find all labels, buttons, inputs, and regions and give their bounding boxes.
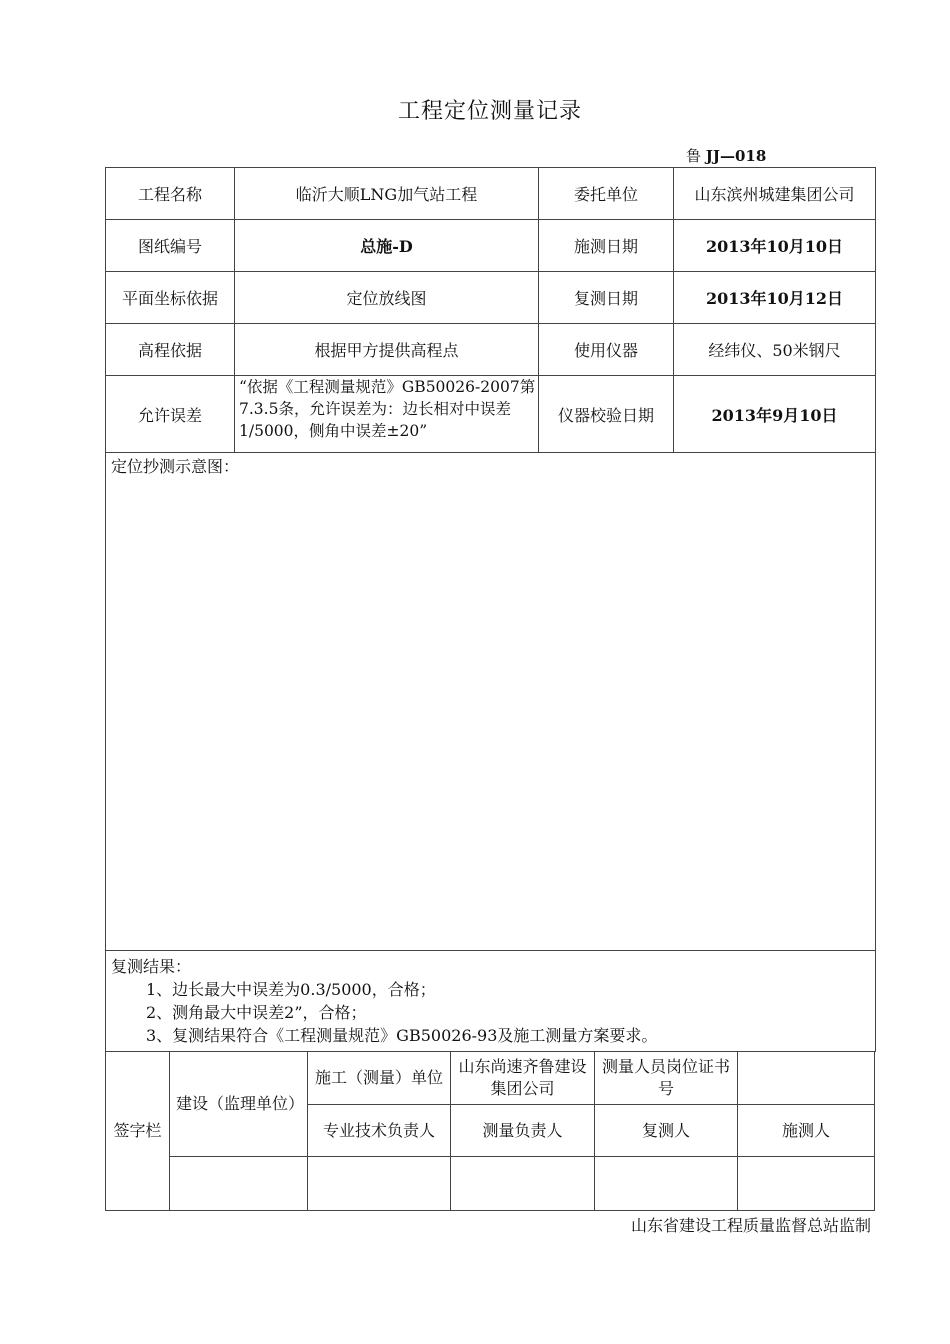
elevation-basis-label: 高程依据 bbox=[106, 324, 235, 376]
tolerance-text: “依据《工程测量规范》GB50026-2007第7.3.5条，允许误差为：边长相对中误差1/5000，侧角中误差±20” bbox=[239, 378, 536, 440]
survey-lead-signature bbox=[451, 1157, 595, 1211]
page-title: 工程定位测量记录 bbox=[397, 99, 582, 124]
table-row bbox=[106, 220, 876, 272]
contractor-name: 山东尚速齐鲁建设集团公司 bbox=[451, 1052, 595, 1105]
elevation-basis-value: 根据甲方提供高程点 bbox=[235, 324, 539, 376]
sketch-area bbox=[105, 451, 876, 951]
table-row bbox=[106, 376, 876, 453]
instrument-label: 使用仪器 bbox=[539, 324, 674, 376]
surveyor-signature bbox=[738, 1157, 875, 1211]
tech-lead-label: 专业技术负责人 bbox=[308, 1105, 451, 1157]
plane-basis-label: 平面坐标依据 bbox=[106, 272, 235, 324]
project-name-value: 临沂大顺LNG加气站工程 bbox=[235, 168, 539, 220]
survey-lead-label: 测量负责人 bbox=[451, 1105, 595, 1157]
plane-basis-value: 定位放线图 bbox=[235, 272, 539, 324]
info-table bbox=[105, 167, 876, 453]
instrument-value: 经纬仪、50米钢尺 bbox=[674, 324, 876, 376]
form-code-prefix: 鲁 bbox=[686, 147, 702, 165]
sketch-label: 定位抄测示意图： bbox=[111, 457, 240, 476]
cert-value bbox=[738, 1052, 875, 1105]
contractor-label: 施工（测量）单位 bbox=[308, 1052, 451, 1105]
table-row bbox=[106, 168, 876, 220]
tolerance-cell bbox=[235, 376, 539, 453]
owner-label: 建设（监理单位） bbox=[170, 1052, 308, 1157]
drawing-no-label: 图纸编号 bbox=[106, 220, 235, 272]
calibration-label: 仪器校验日期 bbox=[539, 376, 674, 453]
table-row bbox=[106, 1052, 875, 1105]
table-row bbox=[106, 272, 876, 324]
recheck-line-3: 3、复测结果符合《工程测量规范》GB50026-93及施工测量方案要求。 bbox=[146, 1026, 658, 1045]
recheck-heading: 复测结果： bbox=[111, 957, 192, 976]
calibration-date-value: 2013年9月10日 bbox=[674, 376, 876, 453]
tolerance-label: 允许误差 bbox=[106, 376, 235, 453]
cert-label: 测量人员岗位证书号 bbox=[595, 1052, 738, 1105]
survey-date-value: 2013年10月10日 bbox=[674, 220, 876, 272]
owner-signature bbox=[170, 1157, 308, 1211]
project-name-label: 工程名称 bbox=[106, 168, 235, 220]
form-code-value: JJ—018 bbox=[705, 147, 767, 165]
client-label: 委托单位 bbox=[539, 168, 674, 220]
rechecker-signature bbox=[595, 1157, 738, 1211]
table-row bbox=[106, 324, 876, 376]
drawing-no-value: 总施-D bbox=[235, 220, 539, 272]
survey-date-label: 施测日期 bbox=[539, 220, 674, 272]
recheck-date-value: 2013年10月12日 bbox=[674, 272, 876, 324]
table-row bbox=[106, 1157, 875, 1211]
signature-section-label: 签字栏 bbox=[106, 1052, 170, 1211]
surveyor-label: 施测人 bbox=[738, 1105, 875, 1157]
client-value: 山东滨州城建集团公司 bbox=[674, 168, 876, 220]
rechecker-label: 复测人 bbox=[595, 1105, 738, 1157]
recheck-line-1: 1、边长最大中误差为0.3/5000，合格； bbox=[146, 980, 436, 999]
recheck-line-2: 2、测角最大中误差2”，合格； bbox=[146, 1003, 367, 1022]
recheck-result bbox=[105, 950, 876, 1052]
footer-issuer: 山东省建设工程质量监督总站监制 bbox=[630, 1216, 871, 1235]
recheck-date-label: 复测日期 bbox=[539, 272, 674, 324]
form-code bbox=[686, 145, 766, 166]
tech-lead-signature bbox=[308, 1157, 451, 1211]
signature-table bbox=[105, 1051, 875, 1211]
